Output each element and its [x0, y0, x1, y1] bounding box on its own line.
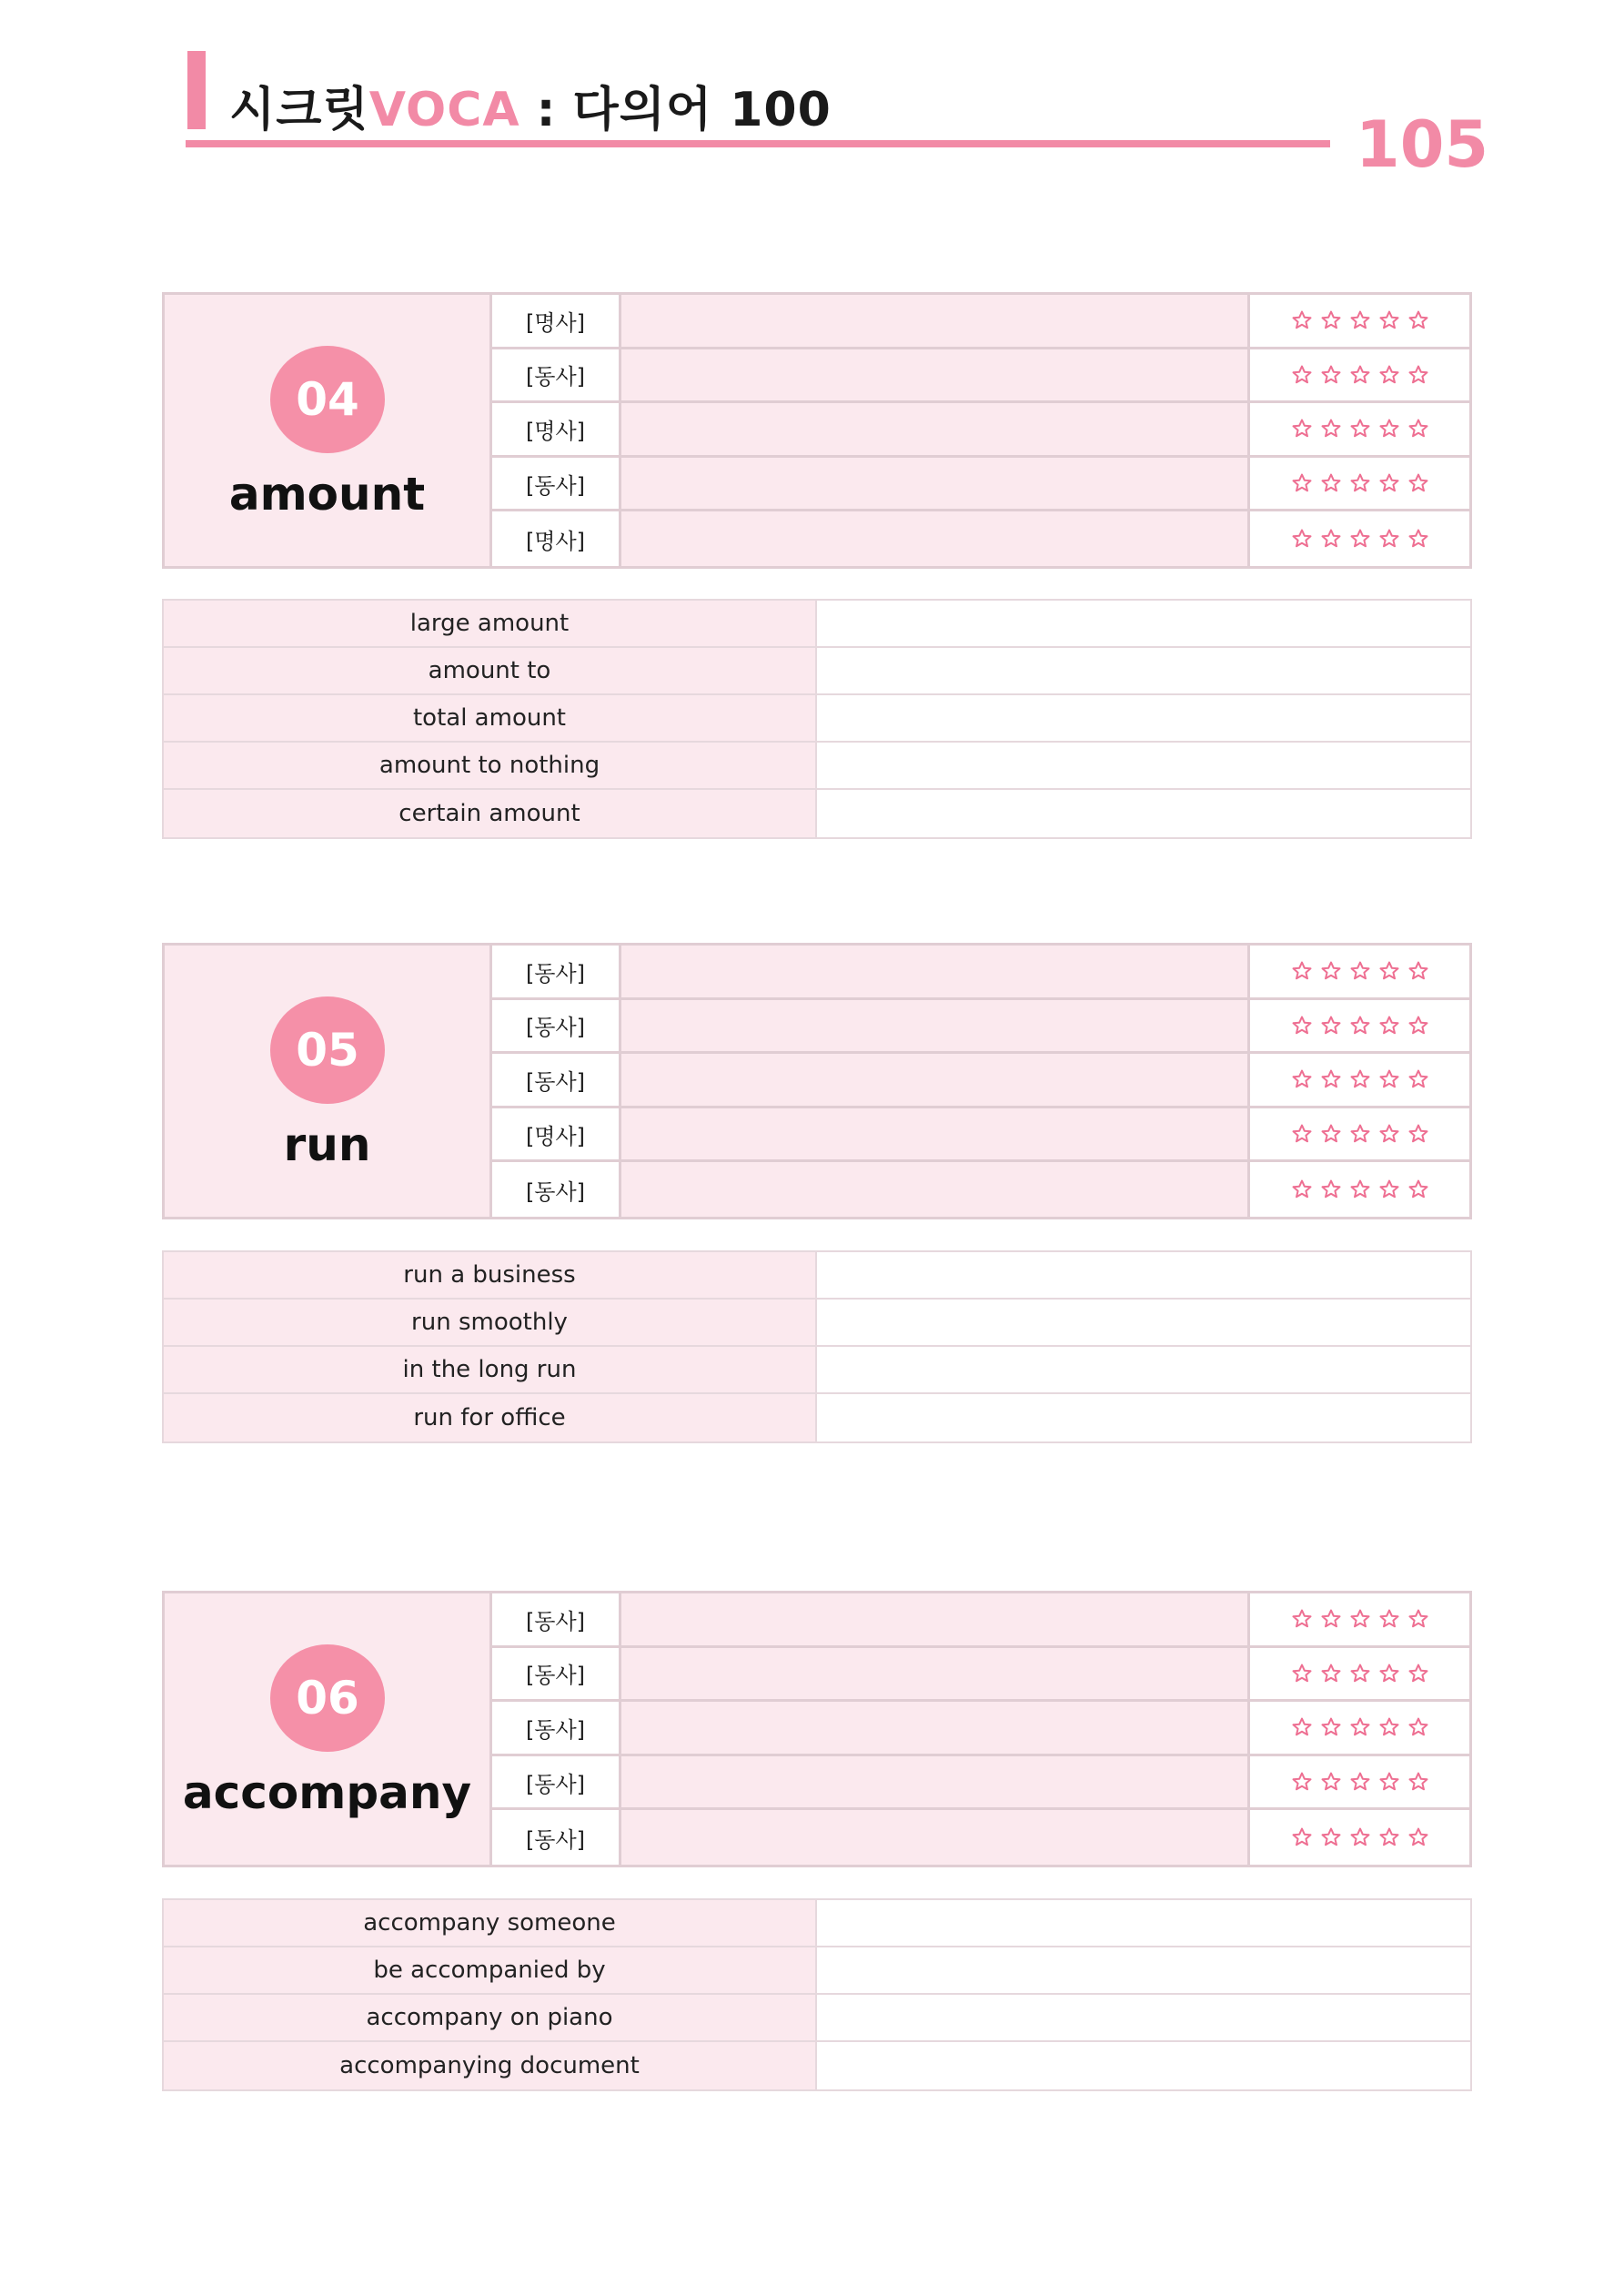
phrase-row: [164, 1394, 1470, 1441]
rating-stars[interactable]: [1247, 1162, 1469, 1217]
rating-stars[interactable]: [1247, 1108, 1469, 1160]
star-outline-icon[interactable]: [1407, 528, 1429, 550]
title-brand: VOCA: [368, 83, 520, 137]
headword: accompany: [182, 1766, 472, 1819]
star-outline-icon[interactable]: [1378, 1068, 1400, 1090]
star-outline-icon[interactable]: [1407, 1771, 1429, 1793]
sense-row: [489, 946, 1469, 1000]
star-outline-icon[interactable]: [1378, 1771, 1400, 1793]
rating-stars[interactable]: [1247, 1648, 1469, 1700]
star-outline-icon[interactable]: [1378, 472, 1400, 494]
star-outline-icon[interactable]: [1349, 309, 1371, 331]
star-outline-icon[interactable]: [1407, 418, 1429, 440]
phrase-table: [162, 1250, 1472, 1443]
star-outline-icon[interactable]: [1291, 472, 1313, 494]
word-card: [162, 292, 1472, 569]
word-header: [165, 1593, 489, 1865]
star-outline-icon[interactable]: [1291, 960, 1313, 982]
word-number-badge: [270, 346, 385, 453]
meaning-field[interactable]: [621, 1756, 1247, 1808]
headword: amount: [228, 468, 426, 521]
part-of-speech: [동사]: [489, 1810, 621, 1865]
star-outline-icon[interactable]: [1291, 1663, 1313, 1684]
star-outline-icon[interactable]: [1291, 1608, 1313, 1630]
star-outline-icon[interactable]: [1320, 528, 1342, 550]
rating-stars[interactable]: [1247, 458, 1469, 510]
rating-stars[interactable]: [1247, 1810, 1469, 1865]
meaning-field[interactable]: [621, 458, 1247, 510]
star-outline-icon[interactable]: [1349, 1068, 1371, 1090]
star-outline-icon[interactable]: [1349, 1015, 1371, 1037]
phrase-text: run for office: [164, 1394, 817, 1441]
phrase-row: [164, 1995, 1470, 2042]
part-of-speech: [동사]: [489, 1000, 621, 1052]
star-outline-icon[interactable]: [1320, 1068, 1342, 1090]
phrase-text: certain amount: [164, 790, 817, 837]
phrase-answer-field[interactable]: [817, 1347, 1470, 1392]
meaning-field[interactable]: [621, 349, 1247, 401]
phrase-text: accompany on piano: [164, 1995, 817, 2040]
sense-list: [489, 1593, 1469, 1865]
star-outline-icon[interactable]: [1378, 1826, 1400, 1848]
star-outline-icon[interactable]: [1378, 960, 1400, 982]
star-outline-icon[interactable]: [1378, 1716, 1400, 1738]
star-outline-icon[interactable]: [1407, 309, 1429, 331]
sense-row: [489, 1054, 1469, 1108]
part-of-speech: [명사]: [489, 403, 621, 455]
part-of-speech: [동사]: [489, 458, 621, 510]
star-outline-icon[interactable]: [1349, 1663, 1371, 1684]
star-outline-icon[interactable]: [1320, 1716, 1342, 1738]
sense-row: [489, 1000, 1469, 1055]
star-outline-icon[interactable]: [1378, 1123, 1400, 1145]
star-outline-icon[interactable]: [1291, 1068, 1313, 1090]
word-card: [162, 1591, 1472, 1867]
phrase-text: amount to: [164, 648, 817, 693]
star-outline-icon[interactable]: [1407, 960, 1429, 982]
star-outline-icon[interactable]: [1320, 1178, 1342, 1200]
star-outline-icon[interactable]: [1407, 1826, 1429, 1848]
star-outline-icon[interactable]: [1349, 1826, 1371, 1848]
phrase-text: amount to nothing: [164, 743, 817, 788]
sense-row: [489, 1702, 1469, 1756]
meaning-field[interactable]: [621, 1000, 1247, 1052]
phrase-table: [162, 599, 1472, 839]
star-outline-icon[interactable]: [1349, 418, 1371, 440]
star-outline-icon[interactable]: [1407, 1015, 1429, 1037]
star-outline-icon[interactable]: [1407, 1123, 1429, 1145]
part-of-speech: [동사]: [489, 1648, 621, 1700]
star-outline-icon[interactable]: [1291, 1178, 1313, 1200]
sense-row: [489, 511, 1469, 566]
star-outline-icon[interactable]: [1320, 309, 1342, 331]
phrase-row: [164, 695, 1470, 743]
phrase-answer-field[interactable]: [817, 1252, 1470, 1298]
phrase-text: accompany someone: [164, 1900, 817, 1946]
rating-stars[interactable]: [1247, 1000, 1469, 1052]
part-of-speech: [동사]: [489, 946, 621, 997]
rating-stars[interactable]: [1247, 295, 1469, 347]
meaning-field[interactable]: [621, 295, 1247, 347]
star-outline-icon[interactable]: [1378, 1663, 1400, 1684]
sense-row: [489, 349, 1469, 404]
star-outline-icon[interactable]: [1320, 1771, 1342, 1793]
part-of-speech: [동사]: [489, 349, 621, 401]
sense-row: [489, 1108, 1469, 1163]
part-of-speech: [동사]: [489, 1162, 621, 1217]
star-outline-icon[interactable]: [1320, 960, 1342, 982]
header-accent-bar: [187, 51, 206, 129]
rating-stars[interactable]: [1247, 1054, 1469, 1106]
star-outline-icon[interactable]: [1407, 1663, 1429, 1684]
star-outline-icon[interactable]: [1407, 1716, 1429, 1738]
star-outline-icon[interactable]: [1320, 1826, 1342, 1848]
phrase-answer-field[interactable]: [817, 1995, 1470, 2040]
phrase-text: large amount: [164, 601, 817, 646]
sense-row: [489, 1648, 1469, 1703]
title-suffix: 다의어 100: [572, 83, 832, 137]
part-of-speech: [명사]: [489, 511, 621, 566]
star-outline-icon[interactable]: [1291, 1123, 1313, 1145]
meaning-field[interactable]: [621, 1162, 1247, 1217]
star-outline-icon[interactable]: [1291, 528, 1313, 550]
rating-stars[interactable]: [1247, 1593, 1469, 1645]
page-header: [0, 0, 1624, 182]
phrase-answer-field[interactable]: [817, 790, 1470, 837]
star-outline-icon[interactable]: [1291, 1716, 1313, 1738]
phrase-answer-field[interactable]: [817, 1394, 1470, 1441]
sense-row: [489, 1756, 1469, 1811]
meaning-field[interactable]: [621, 946, 1247, 997]
phrase-row: [164, 790, 1470, 837]
star-outline-icon[interactable]: [1407, 364, 1429, 386]
rating-stars[interactable]: [1247, 1756, 1469, 1808]
phrase-row: [164, 1900, 1470, 1947]
phrase-row: [164, 1947, 1470, 1995]
star-outline-icon[interactable]: [1349, 1771, 1371, 1793]
word-number-badge: [270, 996, 385, 1104]
star-outline-icon[interactable]: [1291, 1015, 1313, 1037]
word-number-badge: [270, 1644, 385, 1752]
star-outline-icon[interactable]: [1378, 1178, 1400, 1200]
star-outline-icon[interactable]: [1349, 1716, 1371, 1738]
rating-stars[interactable]: [1247, 946, 1469, 997]
star-outline-icon[interactable]: [1407, 1178, 1429, 1200]
star-outline-icon[interactable]: [1349, 1178, 1371, 1200]
phrase-row: [164, 1300, 1470, 1347]
header-rule: [186, 140, 1330, 147]
star-outline-icon[interactable]: [1378, 1608, 1400, 1630]
rating-stars[interactable]: [1247, 1702, 1469, 1754]
meaning-field[interactable]: [621, 1810, 1247, 1865]
star-outline-icon[interactable]: [1349, 1123, 1371, 1145]
sense-row: [489, 458, 1469, 512]
word-number: 05: [296, 1024, 359, 1077]
part-of-speech: [동사]: [489, 1054, 621, 1106]
star-outline-icon[interactable]: [1378, 364, 1400, 386]
meaning-field[interactable]: [621, 1648, 1247, 1700]
meaning-field[interactable]: [621, 403, 1247, 455]
star-outline-icon[interactable]: [1407, 1608, 1429, 1630]
meaning-field[interactable]: [621, 511, 1247, 566]
part-of-speech: [동사]: [489, 1756, 621, 1808]
word-number: 06: [296, 1672, 359, 1725]
star-outline-icon[interactable]: [1291, 1771, 1313, 1793]
star-outline-icon[interactable]: [1291, 309, 1313, 331]
phrase-text: be accompanied by: [164, 1947, 817, 1993]
phrase-answer-field[interactable]: [817, 1900, 1470, 1946]
title-separator: :: [536, 83, 557, 137]
word-header: [165, 295, 489, 566]
sense-row: [489, 1810, 1469, 1865]
star-outline-icon[interactable]: [1407, 472, 1429, 494]
word-header: [165, 946, 489, 1217]
rating-stars[interactable]: [1247, 511, 1469, 566]
part-of-speech: [동사]: [489, 1702, 621, 1754]
star-outline-icon[interactable]: [1378, 1015, 1400, 1037]
star-outline-icon[interactable]: [1291, 418, 1313, 440]
star-outline-icon[interactable]: [1320, 364, 1342, 386]
star-outline-icon[interactable]: [1349, 960, 1371, 982]
phrase-row: [164, 1252, 1470, 1300]
meaning-field[interactable]: [621, 1054, 1247, 1106]
star-outline-icon[interactable]: [1378, 418, 1400, 440]
star-outline-icon[interactable]: [1349, 364, 1371, 386]
rating-stars[interactable]: [1247, 349, 1469, 401]
part-of-speech: [명사]: [489, 1108, 621, 1160]
star-outline-icon[interactable]: [1407, 1068, 1429, 1090]
meaning-field[interactable]: [621, 1108, 1247, 1160]
phrase-answer-field[interactable]: [817, 648, 1470, 693]
sense-row: [489, 295, 1469, 349]
star-outline-icon[interactable]: [1320, 1015, 1342, 1037]
phrase-text: run smoothly: [164, 1300, 817, 1345]
star-outline-icon[interactable]: [1320, 418, 1342, 440]
star-outline-icon[interactable]: [1378, 309, 1400, 331]
word-card: [162, 943, 1472, 1219]
phrase-answer-field[interactable]: [817, 1300, 1470, 1345]
sense-list: [489, 295, 1469, 566]
meaning-field[interactable]: [621, 1593, 1247, 1645]
part-of-speech: [동사]: [489, 1593, 621, 1645]
star-outline-icon[interactable]: [1349, 1608, 1371, 1630]
phrase-answer-field[interactable]: [817, 695, 1470, 741]
star-outline-icon[interactable]: [1291, 1826, 1313, 1848]
phrase-text: in the long run: [164, 1347, 817, 1392]
phrase-row: [164, 601, 1470, 648]
phrase-row: [164, 2042, 1470, 2089]
meaning-field[interactable]: [621, 1702, 1247, 1754]
phrase-answer-field[interactable]: [817, 601, 1470, 646]
phrase-text: total amount: [164, 695, 817, 741]
phrase-text: accompanying document: [164, 2042, 817, 2089]
phrase-answer-field[interactable]: [817, 743, 1470, 788]
star-outline-icon[interactable]: [1349, 472, 1371, 494]
phrase-answer-field[interactable]: [817, 1947, 1470, 1993]
rating-stars[interactable]: [1247, 403, 1469, 455]
star-outline-icon[interactable]: [1320, 1663, 1342, 1684]
star-outline-icon[interactable]: [1291, 364, 1313, 386]
page-number: 105: [1356, 107, 1489, 182]
word-number: 04: [296, 373, 359, 426]
phrase-answer-field[interactable]: [817, 2042, 1470, 2089]
star-outline-icon[interactable]: [1320, 472, 1342, 494]
phrase-text: run a business: [164, 1252, 817, 1298]
sense-list: [489, 946, 1469, 1217]
star-outline-icon[interactable]: [1378, 528, 1400, 550]
part-of-speech: [명사]: [489, 295, 621, 347]
phrase-row: [164, 743, 1470, 790]
headword: run: [283, 1118, 371, 1171]
star-outline-icon[interactable]: [1320, 1608, 1342, 1630]
sense-row: [489, 1593, 1469, 1648]
phrase-table: [162, 1898, 1472, 2091]
phrase-row: [164, 648, 1470, 695]
star-outline-icon[interactable]: [1349, 528, 1371, 550]
title-prefix: 시크릿: [229, 83, 369, 137]
star-outline-icon[interactable]: [1320, 1123, 1342, 1145]
phrase-row: [164, 1347, 1470, 1394]
page-title: [229, 71, 832, 139]
sense-row: [489, 1162, 1469, 1217]
sense-row: [489, 403, 1469, 458]
